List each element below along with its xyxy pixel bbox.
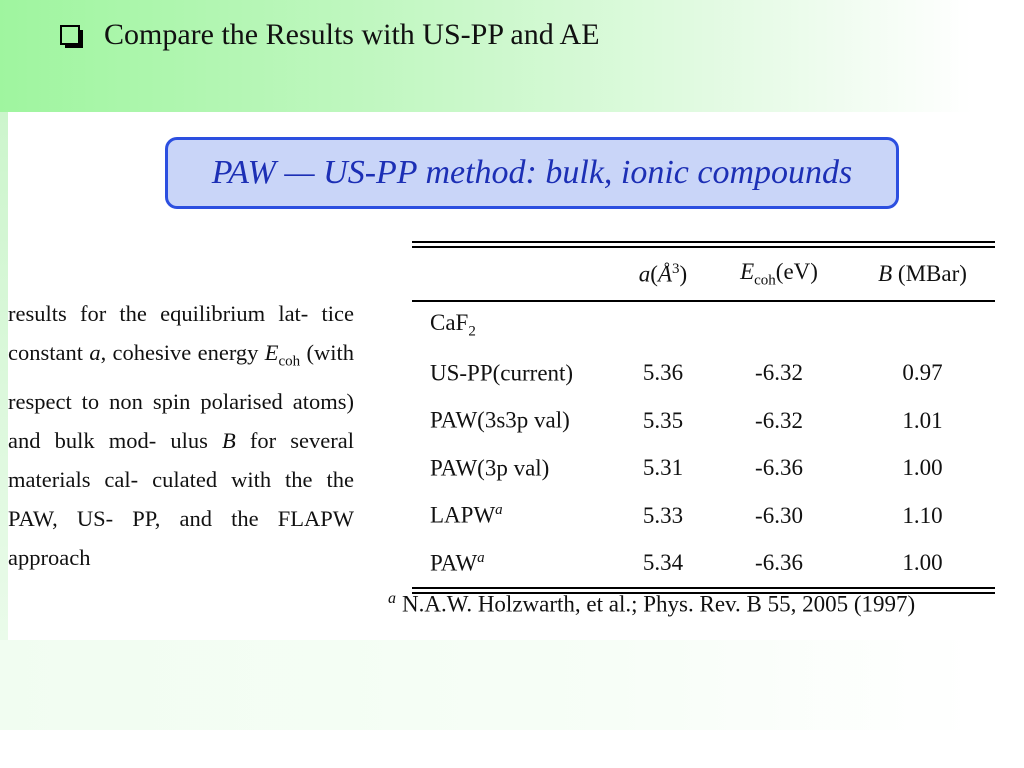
left-accent-strip — [0, 112, 8, 642]
table-row: PAW(3s3p val) 5.35 -6.32 1.01 — [430, 407, 943, 434]
description-paragraph: results for the equilibrium lat- tice constant a, cohesive energy $E_{coh}$ (with respect to non spin polarised atoms) and bulk mod- ulus B for several materials cal- culated with the the PAW, US- PP, and the FLAPW approach — [8, 301, 355, 570]
var-a: a — [89, 340, 101, 365]
footnote — [388, 590, 915, 618]
var-E: E — [264, 340, 279, 365]
table-header-row — [412, 248, 995, 300]
slide-heading-text: Compare the Results with US-PP and AE — [104, 18, 600, 51]
header-lattice-constant: $a(Å^3)$ — [638, 260, 688, 287]
table-row: LAPW$^a$ 5.33 -6.30 1.10 — [430, 502, 943, 529]
checkbox-bullet-icon — [60, 25, 80, 45]
group-label: CaF$_2$ — [430, 310, 476, 341]
footnote-text: N.A.W. Holzwarth, et al.; Phys. Rev. B 55, 2005 (1997) — [402, 591, 916, 617]
figure-title-box — [165, 137, 899, 209]
header-bulk-modulus: B (MBar) — [878, 261, 967, 286]
bottom-band — [0, 640, 1024, 730]
var-B: B — [222, 427, 236, 453]
table-row: PAW(3p val) 5.31 -6.36 1.00 — [430, 455, 943, 481]
table-top-rule — [412, 241, 995, 248]
table-row: US-PP(current) 5.36 -6.32 0.97 — [430, 360, 943, 386]
table-row: PAW$^a$ 5.34 -6.36 1.00 — [430, 549, 943, 576]
footnote-mark: a — [388, 590, 396, 607]
results-table — [412, 241, 995, 594]
slide-heading — [60, 18, 600, 52]
figure-title: PAW — US-PP method: bulk, ionic compounds — [211, 154, 853, 191]
header-band — [0, 0, 1024, 112]
header-cohesive-energy: $E_{coh}(eV)$ — [740, 258, 818, 289]
table-group-row — [412, 302, 995, 350]
